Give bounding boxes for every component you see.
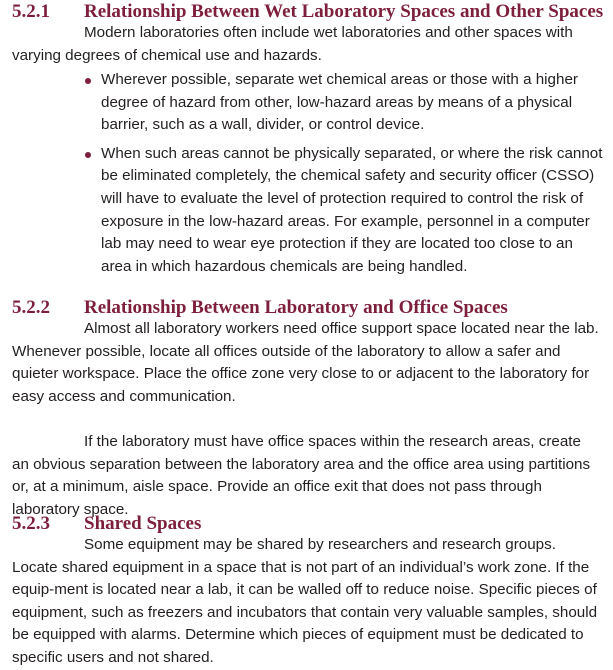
section-number: 5.2.1: [12, 1, 50, 22]
bullet-text: Wherever possible, separate wet chemical areas or those with a higher degree of hazard from other, low-hazard areas by means of a physical barrier, such as a wall, divider, or control device.: [101, 71, 578, 134]
section-5-2-1-paragraph-1: Modern laboratories often include wet laboratories and other spaces with varying degrees of chemical use and hazards.: [12, 24, 573, 64]
bullet-item: [84, 69, 604, 137]
section-heading-5-2-1: [12, 1, 603, 23]
section-heading-5-2-3: [12, 513, 201, 535]
section-title: Relationship Between Wet Laboratory Spaces and Other Spaces: [84, 1, 604, 22]
section-5-2-2-paragraph-2: If the laboratory must have office spaces within the research areas, create an obvious separation between the laboratory area and the office area using partitions or, at a minimum, aisle space. Provide an office exit that does not pass through laboratory space.: [12, 433, 591, 518]
bullet-text: When such areas cannot be physically separated, or where the risk cannot be eliminated completely, the chemical safety and security officer (CSSO) will have to evaluate the level of protection required to control the risk of exposure in the low-hazard areas. For example, personnel in a computer lab may need to wear eye protection if they are located too close to an area in which hazardous chemicals are being handled.: [101, 144, 603, 275]
section-5-2-1-bullet-list: [84, 69, 604, 278]
bullet-item: [84, 143, 604, 279]
bullet-icon: [85, 152, 91, 158]
section-5-2-3-paragraph-1: Some equipment may be shared by researchers and research groups. Locate shared equipment in a space that is not part of an individual’s work zone. If the equip-ment is located near a lab, it can be walled off to reduce noise. Specific pieces of equipment, such as freezers and incubators that contain very valuable samples, should be equipped with alarms. Determine which pieces of equipment must be dedicated to specific users and not shared.: [12, 536, 598, 666]
section-heading-5-2-2: [12, 297, 508, 319]
section-number: 5.2.2: [12, 297, 50, 318]
section-title: Relationship Between Laboratory and Office Spaces: [84, 297, 508, 318]
section-5-2-2-paragraph-1: Almost all laboratory workers need office support space located near the lab. Whenever possible, locate all offices outside of the laboratory to allow a safer and quieter workspace. Place the office zone very close to or adjacent to the laboratory for easy access and communication.: [12, 320, 599, 405]
bullet-icon: [85, 78, 91, 84]
section-title: Shared Spaces: [84, 513, 202, 534]
section-number: 5.2.3: [12, 513, 50, 534]
